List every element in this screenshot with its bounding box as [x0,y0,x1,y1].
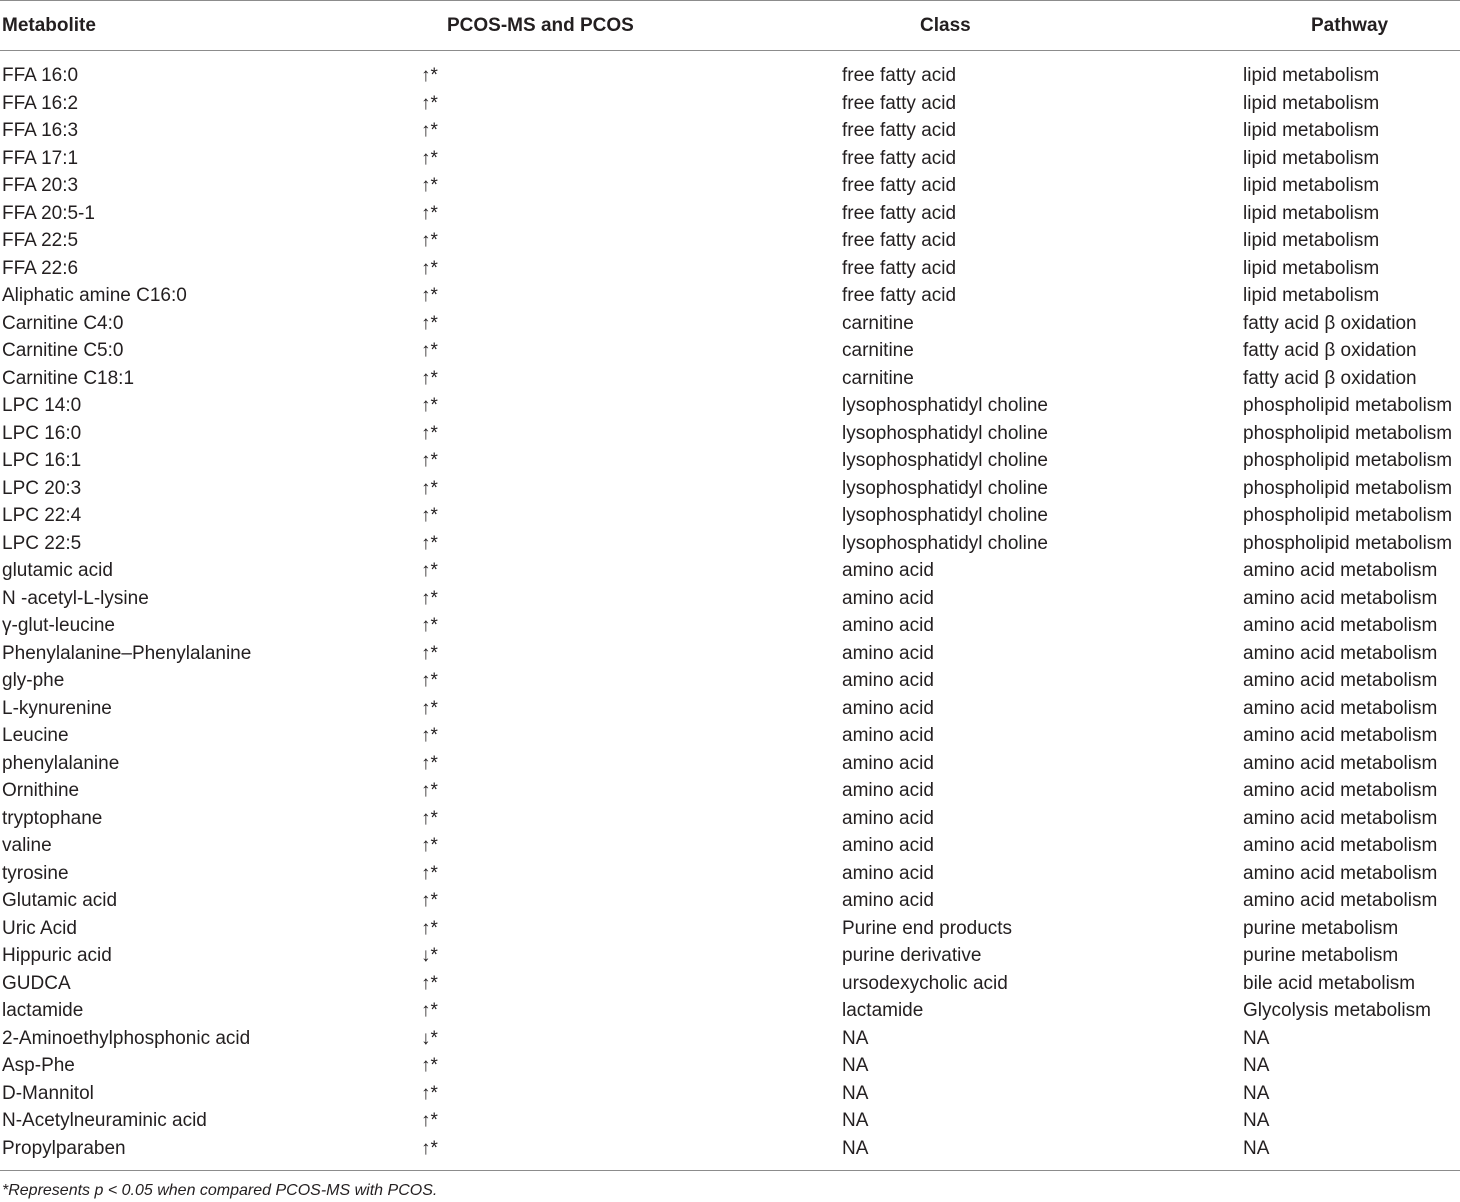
table-row [0,640,1460,668]
pathway-cell: amino acid metabolism [1243,615,1438,636]
table-row [0,392,1460,420]
pathway-cell: lipid metabolism [1243,285,1380,306]
table-row [0,805,1460,833]
metabolite-cell: tyrosine [2,862,69,884]
class-cell: amino acid [842,697,934,719]
change-cell: ↑* [421,1110,438,1131]
metabolite-cell: LPC 22:5 [2,532,82,554]
metabolite-cell: valine [2,835,52,856]
change-cell: ↑* [421,1000,438,1021]
class-cell: NA [842,1055,869,1076]
metabolite-cell: 2-Aminoethylphosphonic acid [2,1027,251,1049]
pathway-cell: fatty acid β oxidation [1243,367,1417,389]
table-row [0,337,1460,365]
class-cell: free fatty acid [842,92,957,114]
change-cell: ↑* [421,890,438,911]
table-row [0,667,1460,695]
change-cell: ↑* [421,422,438,444]
metabolite-cell: GUDCA [2,972,71,994]
class-cell: free fatty acid [842,285,957,306]
header-rule [0,50,1460,51]
change-cell: ↑* [421,780,438,801]
pathway-cell: amino acid metabolism [1243,587,1438,609]
column-header-pathway: Pathway [1311,15,1389,36]
class-cell: free fatty acid [842,147,957,169]
change-cell: ↑* [421,230,438,251]
pathway-cell: amino acid metabolism [1243,670,1438,691]
change-cell: ↑* [421,807,438,829]
change-cell: ↑* [421,615,438,636]
metabolite-cell: N -acetyl-L-lysine [2,587,149,609]
table-row [0,860,1460,888]
table-row [0,282,1460,310]
metabolite-cell: Carnitine C18:1 [2,367,135,389]
class-cell: NA [842,1110,869,1131]
metabolite-cell: FFA 22:6 [2,257,79,279]
pathway-cell: lipid metabolism [1243,120,1380,141]
pathway-cell: bile acid metabolism [1243,972,1416,994]
table-row [0,502,1460,530]
class-cell: amino acid [842,835,934,856]
table-body [0,62,1460,1162]
class-cell: amino acid [842,615,934,636]
change-cell: ↓* [421,945,438,966]
metabolite-cell: LPC 22:4 [2,505,82,526]
pathway-cell: lipid metabolism [1243,65,1380,86]
pathway-cell: NA [1243,1082,1270,1104]
pathway-cell: amino acid metabolism [1243,642,1438,664]
change-cell: ↑* [421,587,438,609]
pathway-cell: phospholipid metabolism [1243,422,1453,444]
class-cell: amino acid [842,890,934,911]
class-cell: amino acid [842,780,934,801]
change-cell: ↑* [421,835,438,856]
table-footnote: *Represents p < 0.05 when compared PCOS-MS with PCOS. [2,1182,438,1199]
change-cell: ↑* [421,257,438,279]
change-cell: ↑* [421,697,438,719]
pathway-cell: amino acid metabolism [1243,862,1438,884]
metabolite-cell: tryptophane [2,807,103,829]
table-row [0,997,1460,1025]
class-cell: amino acid [842,587,934,609]
class-cell: lysophosphatidyl choline [842,422,1048,444]
pathway-cell: lipid metabolism [1243,147,1380,169]
table-row [0,530,1460,558]
pathway-cell: amino acid metabolism [1243,752,1438,774]
pathway-cell: amino acid metabolism [1243,560,1438,581]
class-cell: lysophosphatidyl choline [842,532,1048,554]
metabolite-cell: Leucine [2,725,69,746]
table-row [0,777,1460,805]
pathway-cell: phospholipid metabolism [1243,505,1453,526]
change-cell: ↑* [421,285,438,306]
table-row [0,612,1460,640]
table-row [0,1107,1460,1135]
metabolite-cell: Glutamic acid [2,890,118,911]
change-cell: ↑* [421,120,438,141]
column-header-change: PCOS-MS and PCOS [447,15,634,36]
table-row [0,915,1460,943]
table-row [0,1080,1460,1108]
change-cell: ↑* [421,1137,438,1159]
change-cell: ↑* [421,560,438,581]
table-row [0,1135,1460,1163]
pathway-cell: purine metabolism [1243,945,1399,966]
metabolite-cell: γ-glut-leucine [2,615,115,636]
class-cell: Purine end products [842,917,1013,939]
metabolite-cell: Aliphatic amine C16:0 [2,285,187,306]
pathway-cell: NA [1243,1137,1270,1159]
table-row [0,62,1460,90]
table-row [0,365,1460,393]
pathway-cell: lipid metabolism [1243,202,1380,224]
table-top-rule [0,0,1460,1]
metabolite-cell: N-Acetylneuraminic acid [2,1110,207,1131]
metabolite-cell: lactamide [2,1000,84,1021]
metabolite-cell: LPC 16:1 [2,450,82,471]
metabolite-cell: FFA 20:5-1 [2,202,95,224]
metabolite-cell: LPC 14:0 [2,395,82,416]
change-cell: ↑* [421,1082,438,1104]
change-cell: ↑* [421,532,438,554]
metabolite-cell: Propylparaben [2,1137,126,1159]
metabolite-cell: LPC 16:0 [2,422,82,444]
pathway-cell: NA [1243,1055,1270,1076]
column-header-metabolite: Metabolite [2,15,96,36]
table-row [0,200,1460,228]
table-row [0,722,1460,750]
pathway-cell: amino acid metabolism [1243,835,1438,856]
class-cell: ursodexycholic acid [842,972,1008,994]
class-cell: amino acid [842,862,934,884]
class-cell: lactamide [842,1000,924,1021]
table-bottom-rule [0,1170,1460,1171]
class-cell: NA [842,1137,869,1159]
class-cell: amino acid [842,670,934,691]
change-cell: ↑* [421,340,438,361]
change-cell: ↑* [421,450,438,471]
class-cell: amino acid [842,642,934,664]
change-cell: ↑* [421,505,438,526]
change-cell: ↑* [421,147,438,169]
pathway-cell: amino acid metabolism [1243,725,1438,746]
metabolite-cell: FFA 16:3 [2,120,79,141]
metabolite-cell: FFA 16:0 [2,65,79,86]
table-row [0,255,1460,283]
metabolite-cell: FFA 20:3 [2,175,79,196]
table-row [0,750,1460,778]
class-cell: carnitine [842,312,914,334]
table-row [0,227,1460,255]
table-row [0,117,1460,145]
change-cell: ↑* [421,92,438,114]
table-row [0,447,1460,475]
pathway-cell: phospholipid metabolism [1243,450,1453,471]
class-cell: free fatty acid [842,120,957,141]
metabolite-cell: gly-phe [2,670,65,691]
class-cell: amino acid [842,725,934,746]
column-header-class: Class [920,15,971,36]
pathway-cell: lipid metabolism [1243,92,1380,114]
metabolite-cell: Ornithine [2,780,80,801]
pathway-cell: amino acid metabolism [1243,807,1438,829]
table-row [0,970,1460,998]
pathway-cell: fatty acid β oxidation [1243,340,1417,361]
metabolite-cell: LPC 20:3 [2,477,82,499]
class-cell: NA [842,1082,869,1104]
table-row [0,310,1460,338]
pathway-cell: amino acid metabolism [1243,697,1438,719]
pathway-cell: phospholipid metabolism [1243,395,1453,416]
table-row [0,887,1460,915]
change-cell: ↑* [421,642,438,664]
class-cell: free fatty acid [842,175,957,196]
class-cell: amino acid [842,560,934,581]
table-row [0,90,1460,118]
pathway-cell: amino acid metabolism [1243,780,1438,801]
table-row [0,172,1460,200]
metabolite-cell: Uric Acid [2,917,77,939]
change-cell: ↑* [421,477,438,499]
table-row [0,585,1460,613]
metabolite-cell: Phenylalanine–Phenylalanine [2,642,252,664]
table-row [0,475,1460,503]
change-cell: ↑* [421,917,438,939]
class-cell: NA [842,1027,869,1049]
table-row [0,557,1460,585]
class-cell: amino acid [842,807,934,829]
table-row [0,695,1460,723]
metabolite-cell: FFA 17:1 [2,147,79,169]
change-cell: ↑* [421,395,438,416]
change-cell: ↑* [421,670,438,691]
pathway-cell: lipid metabolism [1243,257,1380,279]
metabolite-cell: Carnitine C4:0 [2,312,124,334]
pathway-cell: lipid metabolism [1243,175,1380,196]
pathway-cell: Glycolysis metabolism [1243,1000,1431,1021]
class-cell: lysophosphatidyl choline [842,450,1048,471]
change-cell: ↑* [421,175,438,196]
pathway-cell: purine metabolism [1243,917,1399,939]
class-cell: lysophosphatidyl choline [842,395,1048,416]
metabolite-cell: glutamic acid [2,560,113,581]
change-cell: ↑* [421,312,438,334]
class-cell: lysophosphatidyl choline [842,477,1048,499]
table-row [0,832,1460,860]
change-cell: ↑* [421,725,438,746]
class-cell: lysophosphatidyl choline [842,505,1048,526]
class-cell: carnitine [842,340,914,361]
change-cell: ↑* [421,367,438,389]
table-row [0,1025,1460,1053]
table-row [0,145,1460,173]
table-row [0,420,1460,448]
change-cell: ↓* [421,1027,438,1049]
change-cell: ↑* [421,1055,438,1076]
change-cell: ↑* [421,862,438,884]
class-cell: purine derivative [842,945,982,966]
class-cell: free fatty acid [842,230,957,251]
metabolite-cell: D-Mannitol [2,1082,94,1104]
metabolite-cell: Hippuric acid [2,945,112,966]
metabolite-cell: FFA 22:5 [2,230,79,251]
change-cell: ↑* [421,972,438,994]
pathway-cell: phospholipid metabolism [1243,532,1453,554]
pathway-cell: fatty acid β oxidation [1243,312,1417,334]
class-cell: free fatty acid [842,202,957,224]
pathway-cell: NA [1243,1027,1270,1049]
pathway-cell: lipid metabolism [1243,230,1380,251]
change-cell: ↑* [421,65,438,86]
table-row [0,1052,1460,1080]
pathway-cell: phospholipid metabolism [1243,477,1453,499]
class-cell: free fatty acid [842,257,957,279]
change-cell: ↑* [421,202,438,224]
metabolite-cell: phenylalanine [2,752,120,774]
change-cell: ↑* [421,752,438,774]
metabolite-cell: Carnitine C5:0 [2,340,124,361]
metabolite-cell: Asp-Phe [2,1055,75,1076]
metabolite-cell: L-kynurenine [2,697,112,719]
class-cell: carnitine [842,367,914,389]
class-cell: amino acid [842,752,934,774]
pathway-cell: amino acid metabolism [1243,890,1438,911]
table-row [0,942,1460,970]
class-cell: free fatty acid [842,65,957,86]
pathway-cell: NA [1243,1110,1270,1131]
metabolite-cell: FFA 16:2 [2,92,79,114]
